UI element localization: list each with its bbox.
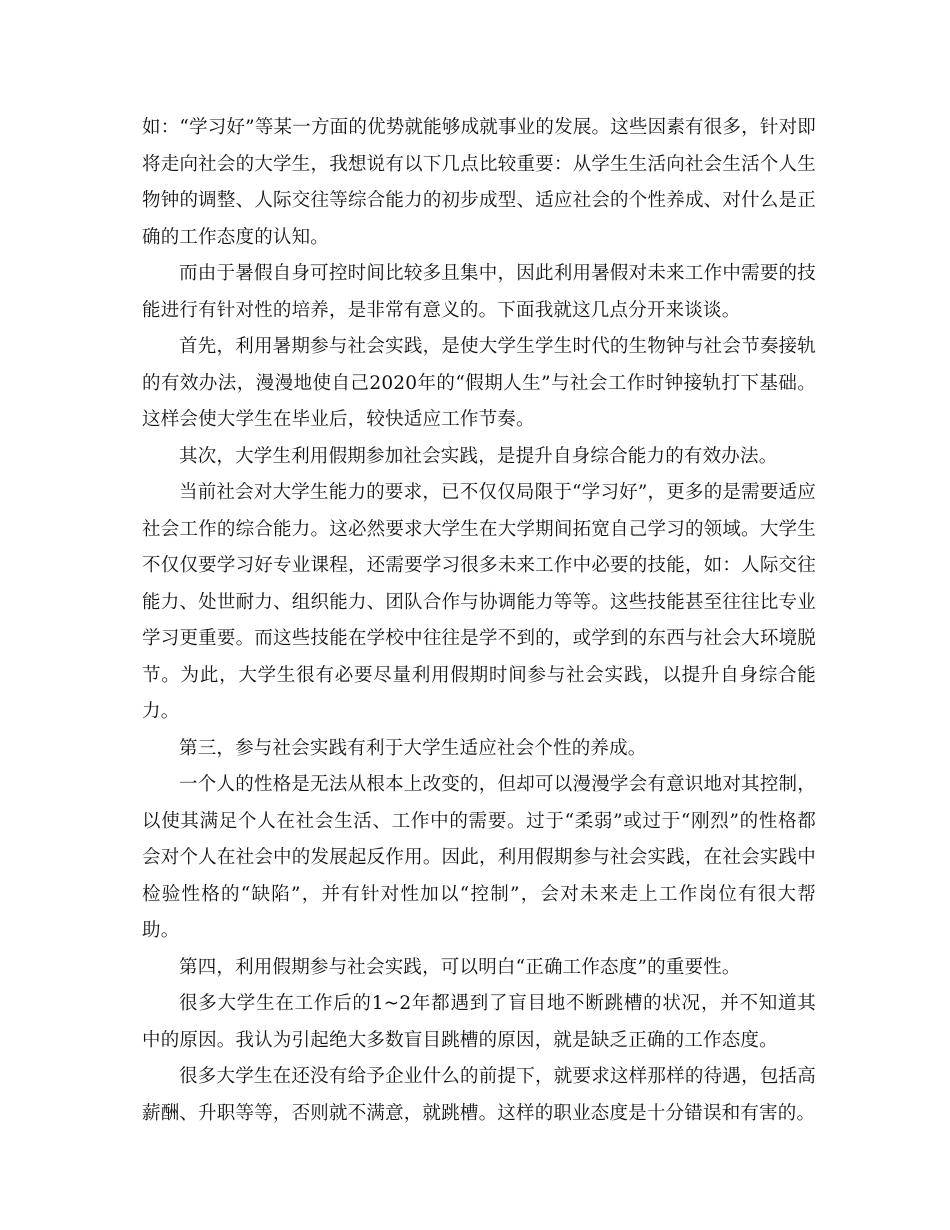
- paragraph-4: 其次，大学生利用假期参加社会实践，是提升自身综合能力的有效办法。: [179, 445, 778, 467]
- paragraph-10: 很多大学生在还没有给予企业什么的前提下，就要求这样那样的待遇，包括高薪酬、升职等等，否则就不满意，就跳槽。这样的职业态度是十分错误和有害的。: [142, 1066, 816, 1124]
- paragraph-9: 很多大学生在工作后的1~2年都遇到了盲目地不断跳槽的状况，并不知道其中的原因。我认为引起绝大多数盲目跳槽的原因，就是缺乏正确的工作态度。: [142, 993, 816, 1051]
- paragraph-2: 而由于暑假自身可控时间比较多且集中，因此利用暑假对未来工作中需要的技能进行有针对性的培养，是非常有意义的。下面我就这几点分开来谈谈。: [142, 263, 816, 321]
- document-page: [142, 110, 816, 1132]
- paragraph-8: 第四，利用假期参与社会实践，可以明白“正确工作态度”的重要性。: [179, 956, 741, 978]
- paragraph-1: 如：“学习好”等某一方面的优势就能够成就事业的发展。这些因素有很多，针对即将走向社会的大学生，我想说有以下几点比较重要：从学生生活向社会生活个人生物钟的调整、人际交往等综合能力的初步成型、适应社会的个性养成、对什么是正确的工作态度的认知。: [142, 117, 816, 248]
- paragraph-3: 首先，利用暑期参与社会实践，是使大学生学生时代的生物钟与社会节奏接轨的有效办法，漫漫地使自己2020年的“假期人生”与社会工作时钟接轨打下基础。这样会使大学生在毕业后，较快适应工作节奏。: [142, 336, 816, 430]
- paragraph-5: 当前社会对大学生能力的要求，已不仅仅局限于“学习好”，更多的是需要适应社会工作的综合能力。这必然要求大学生在大学期间拓宽自己学习的领域。大学生不仅仅要学习好专业课程，还需要学习很多未来工作中必要的技能，如：人际交往能力、处世耐力、组织能力、团队合作与协调能力等等。这些技能甚至往往比专业学习更重要。而这些技能在学校中往往是学不到的，或学到的东西与社会大环境脱节。为此，大学生很有必要尽量利用假期时间参与社会实践，以提升自身综合能力。: [142, 482, 816, 722]
- paragraph-6: 第三，参与社会实践有利于大学生适应社会个性的养成。: [179, 737, 647, 759]
- paragraph-7: 一个人的性格是无法从根本上改变的，但却可以漫漫学会有意识地对其控制，以使其满足个人在社会生活、工作中的需要。过于“柔弱”或过于“刚烈”的性格都会对个人在社会中的发展起反作用。因此，利用假期参与社会实践，在社会实践中检验性格的“缺陷”，并有针对性加以“控制”，会对未来走上工作岗位有很大帮助。: [142, 774, 816, 941]
